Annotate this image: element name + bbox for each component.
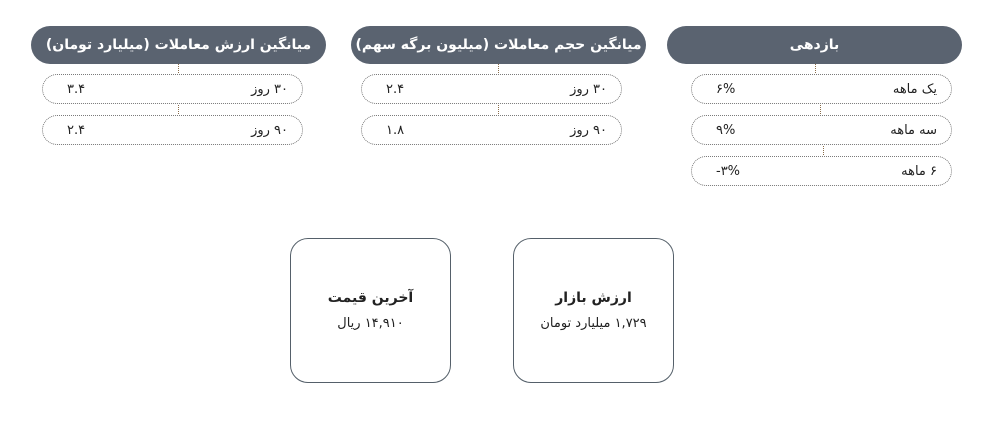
volume-row-90d [361, 115, 622, 145]
volume-value: ۲.۴ [386, 81, 405, 97]
trade-value-value: ۳.۴ [67, 81, 86, 97]
connector [815, 64, 816, 73]
trade-value-row-90d [42, 115, 303, 145]
trade-value-header: میانگین ارزش معاملات (میلیارد تومان) [31, 26, 326, 64]
trade-value-row-30d [42, 74, 303, 104]
connector [178, 64, 179, 73]
returns-value: -۳% [716, 163, 741, 179]
connector [178, 105, 179, 114]
market-cap-value: ۱,۷۲۹ میلیارد تومان [540, 316, 647, 331]
returns-row-3m [691, 115, 952, 145]
returns-row-6m [691, 156, 952, 186]
connector [820, 105, 821, 114]
volume-row-30d [361, 74, 622, 104]
last-price-value: ۱۴,۹۱۰ ریال [337, 316, 404, 331]
volume-value: ۱.۸ [386, 122, 405, 138]
trade-value-label: ۳۰ روز [251, 81, 288, 97]
volume-header: میانگین حجم معاملات (میلیون برگه سهم) [351, 26, 646, 64]
returns-label: سه ماهه [890, 122, 937, 138]
last-price-card [290, 238, 451, 383]
returns-label: یک ماهه [892, 81, 937, 97]
trade-value-label: ۹۰ روز [251, 122, 288, 138]
connector [823, 146, 824, 155]
returns-row-1m [691, 74, 952, 104]
last-price-title: آخرین قیمت [327, 290, 414, 306]
trade-value-value: ۲.۴ [67, 122, 86, 138]
market-cap-card [513, 238, 674, 383]
connector [498, 105, 499, 114]
volume-label: ۳۰ روز [570, 81, 607, 97]
market-cap-title: ارزش بازار [555, 290, 632, 306]
connector [498, 64, 499, 73]
returns-header: بازدهی [667, 26, 962, 64]
returns-value: ۹% [716, 122, 736, 138]
returns-label: ۶ ماهه [901, 163, 937, 179]
volume-label: ۹۰ روز [570, 122, 607, 138]
returns-value: ۶% [716, 81, 736, 97]
